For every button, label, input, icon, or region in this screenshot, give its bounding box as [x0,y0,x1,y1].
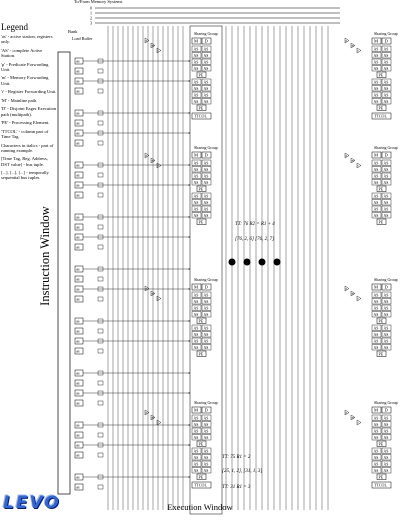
pe-label: PE [378,72,384,78]
disjoint-label: D [384,407,388,413]
active-station-label: AS [203,161,209,166]
pe-label: PE [198,105,204,111]
active-station-label: AS [373,455,379,460]
pe-label: PE [378,351,384,357]
iw-slot-label: as [76,182,80,188]
rfu-label: r [157,48,159,53]
active-station-label: AS [203,429,209,434]
active-station-label: AS [383,47,389,52]
iw-slot-label: as [76,370,80,376]
load-buffer-cell [98,401,103,405]
active-station-label: AS [203,99,209,104]
sharing-group-label: Sharing Group [194,277,218,282]
active-station-label: AS [373,299,379,304]
load-buffer-cell [98,453,103,457]
iw-slot-label: as [76,318,80,324]
load-buffer-cell [98,329,103,333]
active-station-label: AS [383,161,389,166]
disjoint-label: D [204,407,208,413]
active-station-label: AS [203,293,209,298]
active-station-label: AS [373,200,379,205]
active-station-label: AS [193,80,199,85]
iw-slot-label: as [76,266,80,272]
active-station-label: AS [203,332,209,337]
legend-entry-r: 'r' - Register Forwarding Unit. [1,89,57,95]
active-station-label: AS [383,416,389,421]
iw-slot-label: as [76,224,80,230]
load-buffer-label [72,36,93,41]
legend [1,22,57,184]
active-station-label: AS [203,194,209,199]
pe-label: PE [378,474,384,480]
active-station-label: AS [383,293,389,298]
mainline-label: M [194,38,199,44]
pe-label: PE [198,441,204,447]
active-station-label: AS [373,345,379,350]
sharing-group [345,31,398,119]
legend-entry-PE: 'PE' - Processing Element. [1,120,50,126]
iw-slot-label: as [76,88,80,94]
pfu-label: p [345,153,348,158]
legend-entry-D: 'D' - Disjoint Eager Execution path (multipath). [1,106,57,117]
memory-label: To/From Memory Systems [74,0,123,4]
mfu-label: m [151,291,154,296]
active-station-label: AS [373,293,379,298]
active-station-label: AS [383,299,389,304]
pe-label: PE [378,105,384,111]
rfu-label: r [357,420,359,425]
sharing-group [345,277,398,357]
load-buffer-cell [98,433,103,437]
load-buffer-cell [98,277,103,281]
active-station-label: AS [203,462,209,467]
active-station-label: AS [373,429,379,434]
pfu-label: p [345,410,348,415]
active-station-label: AS [203,174,209,179]
instruction-window-box [58,52,70,494]
active-station-label: AS [193,93,199,98]
load-buffer-cell [98,89,103,93]
load-buffer-cell [98,193,103,197]
active-station-label: AS [203,213,209,218]
bank-number: 0 [90,5,92,11]
disjoint-label: D [204,284,208,290]
instruction-window-label: Instruction Window [38,206,52,306]
active-station-label: AS [193,326,199,331]
rfu-label: r [357,48,359,53]
active-station-label: AS [193,174,199,179]
rfu-label: r [357,296,359,301]
active-station-label: AS [203,326,209,331]
active-station-label: AS [373,339,379,344]
load-buffer-label-line: Load Buffer [72,36,93,41]
iw-slot-label: as [76,348,80,354]
pfu-label: p [145,153,148,158]
active-station-label: AS [383,86,389,91]
sharing-group [145,145,218,225]
pe-label: PE [378,318,384,324]
mfu-label: m [351,415,354,420]
ttcol-label: TTCOL [194,482,207,488]
active-station-label: AS [373,312,379,317]
iw-slot-label: as [76,400,80,406]
disjoint-label: D [384,152,388,158]
active-station-label: AS [383,93,389,98]
active-station-label: AS [203,435,209,440]
sharing-group [345,145,398,225]
legend-entry-p: 'p' - Predicate Forwarding Unit. [1,61,49,72]
mfu-label: m [351,158,354,163]
pe-label: PE [378,186,384,192]
disjoint-label: D [384,38,388,44]
active-station-label: AS [193,47,199,52]
active-station-label: AS [383,99,389,104]
active-station-label: AS [373,332,379,337]
active-station-label: AS [373,422,379,427]
pfu-label: p [145,38,148,43]
active-station-label: AS [193,213,199,218]
iw-slot-label: as [76,380,80,386]
sharing-group-label: Sharing Group [374,277,398,282]
sharing-group-label: Sharing Group [194,400,218,405]
iw-slot-label: as [76,214,80,220]
mainline-label: M [374,38,379,44]
load-buffer-cell [98,485,103,489]
iw-slot-label: as [76,162,80,168]
disjoint-label: D [204,38,208,44]
load-buffer-cell [98,381,103,385]
active-station-label: AS [203,306,209,311]
iw-slot-label: as [76,286,80,292]
iw-slot-label: as [76,78,80,84]
active-station-label: AS [193,332,199,337]
iw-slot-label: as [76,130,80,136]
rfu-label: r [357,163,359,168]
active-station-label: AS [193,306,199,311]
active-station-label: AS [383,435,389,440]
active-station-label: AS [373,306,379,311]
sharing-group-label: Sharing Group [194,145,218,150]
active-station-label: AS [193,312,199,317]
active-station-label: AS [373,207,379,212]
pe-label: PE [198,72,204,78]
active-station-label: AS [193,99,199,104]
sharing-group-label: Sharing Group [194,31,218,36]
legend-entry-sequential: [...], [...], [...] - temporally sequential bus tuples. [1,170,49,181]
active-station-label: AS [203,93,209,98]
legend-entry-bus-tuple: [Time Tag, Reg. Address, DST value] - bus tuple. [1,156,48,167]
legend-entry-M: 'M' - Mainline path. [1,97,38,103]
sharing-group-label: Sharing Group [374,400,398,405]
active-station-label: AS [383,213,389,218]
active-station-label: AS [373,161,379,166]
active-station-label: AS [383,80,389,85]
active-station-label: AS [203,66,209,71]
active-station-label: AS [383,468,389,473]
legend-entry-italics: Characters in italics - part of running example. [1,142,54,153]
pe-label: PE [378,219,384,225]
mfu-label: m [351,291,354,296]
active-station-label: AS [193,60,199,65]
active-station-label: AS [203,299,209,304]
mainline-label: M [194,284,199,290]
active-station-label: AS [193,429,199,434]
annotation-lower-2: [25, 1, 2], [31, 1, 3] [222,469,263,474]
active-station-label: AS [383,312,389,317]
active-station-label: AS [203,312,209,317]
active-station-label: AS [203,422,209,427]
active-station-label: AS [383,455,389,460]
mainline-label: M [374,152,379,158]
active-station-label: AS [193,345,199,350]
active-station-label: AS [193,449,199,454]
load-buffer-cell [98,121,103,125]
active-station-label: AS [193,66,199,71]
rfu-label: r [157,163,159,168]
mfu-label: m [351,43,354,48]
active-station-label: AS [203,207,209,212]
ttcol-label: TTCOL [374,482,387,488]
active-station-label: AS [383,60,389,65]
iw-slot-label: as [76,474,80,480]
mainline-label: M [374,407,379,413]
mfu-label: m [151,415,154,420]
sharing-group [345,400,398,488]
bank-number: 2 [90,15,92,21]
sharing-group-label: Sharing Group [374,145,398,150]
pe-label: PE [198,318,204,324]
load-buffer-cell [98,225,103,229]
iw-slot-label: as [76,390,80,396]
active-station-label: AS [193,161,199,166]
levo-logo: LEVO [3,493,61,513]
dot [244,259,251,266]
pfu-label: p [345,286,348,291]
active-station-label: AS [193,200,199,205]
active-station-label: AS [193,299,199,304]
active-station-label: AS [203,53,209,58]
pe-label: PE [198,474,204,480]
annotation-lower-1: TT: 75 R1 = 2 [222,455,251,460]
active-station-label: AS [373,47,379,52]
active-station-label: AS [203,47,209,52]
active-station-label: AS [383,207,389,212]
sharing-group-label: Sharing Group [374,31,398,36]
load-buffer-cell [98,69,103,73]
active-station-label: AS [383,449,389,454]
iw-slot-label: as [76,442,80,448]
active-station-label: AS [383,429,389,434]
mfu-label: m [151,43,154,48]
mainline-label: M [374,284,379,290]
iw-slot-label: as [76,484,80,490]
active-station-label: AS [373,416,379,421]
iw-slot-label: as [76,172,80,178]
continuation-dots [229,259,281,266]
bank-number: 1 [90,10,92,16]
active-station-label: AS [203,180,209,185]
active-station-label: AS [383,306,389,311]
active-station-label: AS [193,180,199,185]
disjoint-label: D [204,152,208,158]
active-station-label: AS [203,200,209,205]
active-station-label: AS [383,180,389,185]
load-buffer-cell [98,349,103,353]
dot [274,259,281,266]
disjoint-label: D [384,284,388,290]
iw-slot-label: as [76,328,80,334]
annotation-upper-1: TT: 76 R2 = R1 + 4 [235,222,275,227]
pe-label: PE [198,351,204,357]
active-station-label: AS [373,180,379,185]
mainline-label: M [194,407,199,413]
active-station-label: AS [203,468,209,473]
active-station-label: AS [203,449,209,454]
iw-slot-label: as [76,432,80,438]
active-station-label: AS [383,462,389,467]
active-station-label: AS [383,339,389,344]
legend-entry-TTCOL: 'TTCOL' - column part of Time Tag. [1,128,49,139]
active-station-label: AS [193,293,199,298]
annotation-upper-2: [76, 2, 6] [76, 2, 7] [235,237,275,242]
active-station-label: AS [383,200,389,205]
iw-slot-label: as [76,234,80,240]
active-station-label: AS [373,53,379,58]
active-station-label: AS [193,462,199,467]
active-station-label: AS [383,326,389,331]
active-station-label: AS [383,167,389,172]
rfu-label: r [157,420,159,425]
active-station-label: AS [193,468,199,473]
sharing-group [145,400,218,488]
active-station-label: AS [373,449,379,454]
pe-label: PE [198,186,204,192]
mfu-label: m [151,158,154,163]
active-station-label: AS [383,194,389,199]
active-station-label: AS [193,422,199,427]
active-station-label: AS [203,86,209,91]
ttcol-label: TTCOL [374,113,387,119]
legend-entry-AS: 'AS' - complete Active Station. [1,47,43,58]
active-station-label: AS [373,174,379,179]
dot [259,259,266,266]
active-station-label: AS [193,194,199,199]
load-buffer-cell [98,297,103,301]
dot [229,259,236,266]
active-station-label: AS [373,213,379,218]
iw-slot-label: as [76,276,80,282]
iw-slot-label: as [76,68,80,74]
active-station-label: AS [373,80,379,85]
load-buffer-cell [98,245,103,249]
active-station-label: AS [373,435,379,440]
annotation-lower-3: TT: 31 R1 = 3 [222,485,251,490]
pfu-label: p [145,410,148,415]
bank-label: Bank [68,29,78,34]
active-station-label: AS [193,53,199,58]
legend-entry-m: 'm' - Memory Forwarding Unit. [1,75,49,86]
active-station-label: AS [373,167,379,172]
iw-slot-label: as [76,58,80,64]
load-buffer-cell [98,173,103,177]
execution-window-label: Execution Window [167,502,233,512]
iw-slot-label: as [76,296,80,302]
active-station-label: AS [193,416,199,421]
active-station-label: AS [373,86,379,91]
active-station-label: AS [373,99,379,104]
active-station-label: AS [383,174,389,179]
active-station-label: AS [373,60,379,65]
legend-entry-as: 'as' - active station, registers only. [1,34,53,45]
active-station-label: AS [383,332,389,337]
pfu-label: p [345,38,348,43]
pe-label: PE [378,441,384,447]
pe-label: PE [198,219,204,225]
active-station-label: AS [373,462,379,467]
mainline-label: M [194,152,199,158]
rfu-label: r [157,296,159,301]
active-station-label: AS [373,66,379,71]
legend-title: Legend [1,22,28,32]
iw-slot-label: as [76,110,80,116]
iw-slot-label: as [76,120,80,126]
load-buffer-cell [98,141,103,145]
active-station-label: AS [203,345,209,350]
active-station-label: AS [203,455,209,460]
active-station-label: AS [373,326,379,331]
active-station-label: AS [383,66,389,71]
active-station-label: AS [193,435,199,440]
pfu-label: p [145,286,148,291]
active-station-label: AS [193,207,199,212]
active-station-label: AS [203,80,209,85]
active-station-label: AS [193,339,199,344]
active-station-label: AS [203,416,209,421]
active-station-label: AS [203,60,209,65]
active-station-label: AS [383,422,389,427]
iw-slot-label: as [76,338,80,344]
active-station-label: AS [193,455,199,460]
iw-slot-label: as [76,244,80,250]
iw-slot-label: as [76,422,80,428]
active-station-label: AS [193,86,199,91]
iw-slot-label: as [76,452,80,458]
active-station-label: AS [383,53,389,58]
active-station-label: AS [373,194,379,199]
ttcol-label: TTCOL [194,113,207,119]
bank-number: 3 [90,20,92,26]
active-station-label: AS [193,167,199,172]
active-station-label: AS [373,93,379,98]
active-station-label: AS [203,339,209,344]
iw-slot-label: as [76,140,80,146]
active-station-label: AS [383,345,389,350]
active-station-label: AS [203,167,209,172]
sharing-group [145,31,218,119]
bank-lines [90,6,340,26]
active-station-label: AS [373,468,379,473]
iw-slot-label: as [76,192,80,198]
